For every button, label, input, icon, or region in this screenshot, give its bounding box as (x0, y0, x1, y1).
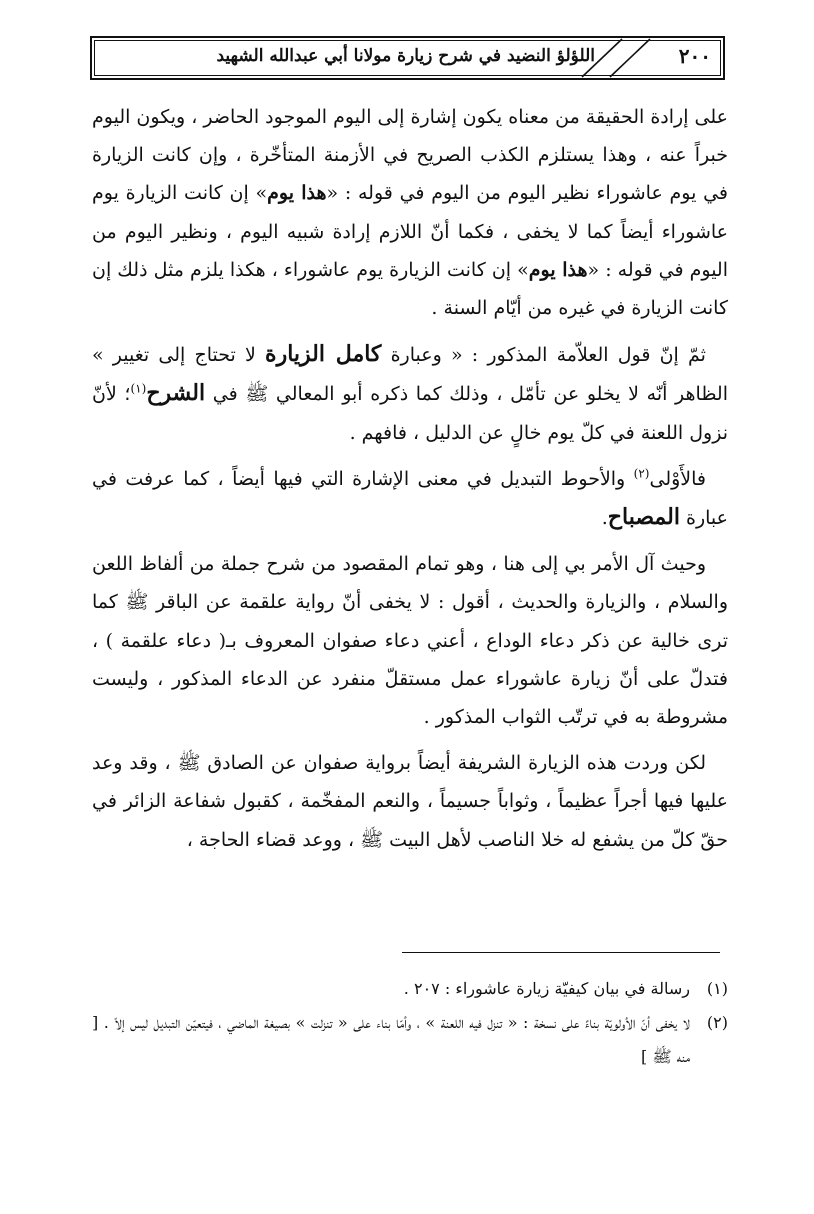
paragraph-5 (92, 744, 728, 859)
running-header (90, 36, 725, 80)
p2-text-2: لا تحتاج إلى تغيير » الظاهر أنّه لا يخلو عن تأمّل ، وذلك كما ذكره أبو المعالي ﷺ في (92, 344, 729, 406)
footnote-ref-2: (٢) (633, 466, 650, 481)
p1-text-1: على إرادة الحقيقة من معناه يكون إشارة إلى اليوم الموجود الحاضر ، ويكون اليوم خبراً عنه ، وهذا يستلزم الكذب الصريح في الأزمنة المتأخّرة ، وإن كانت الزيارة في يوم عاشوراء نظير اليوم من اليوم في قوله : « (92, 106, 728, 205)
paragraph-3 (92, 460, 728, 537)
footnote-2-text: لا يخفى أنّ الأولويّة بناءً على نسخة : « تنزل فيه اللعنة » ، وأمّا بناء على « تنزلت » بصيغة الماضي ، فيتعيّن التبديل ليس إلاّ . [ منه ﷺ ] (92, 1013, 690, 1066)
paragraph-4 (92, 545, 728, 736)
footnote-2-number: (٢) (706, 1013, 728, 1032)
footnote-ref-1: (١) (130, 382, 147, 397)
running-title: اللؤلؤ النضيد في شرح زيارة مولانا أبي عبدالله الشهيد (216, 46, 595, 66)
p3-text-2: والأحوط التبديل في معنى الإشارة التي فيها أيضاً ، كما عرفت في عبارة (92, 467, 728, 530)
footnote-1-text: رسالة في بيان كيفيّة زيارة عاشوراء : ٢٠٧ . (403, 979, 690, 998)
p1-bold-2: هذا يوم (528, 258, 588, 281)
p3-text-1: فالأَوْلى (649, 467, 706, 490)
p1-text-2: » إن كانت الزيارة يوم عاشوراء أيضاً كما لا يخفى ، فكما أنّ اللازم إرادة شبيه اليوم ، ونظير اليوم من اليوم في قوله : « (92, 182, 728, 281)
p2-text-3: ؛ لأنّ نزول اللعنة في كلّ يوم خالٍ عن الدليل ، فافهم . (92, 383, 728, 444)
paragraph-1 (92, 98, 728, 327)
footnote-separator (402, 952, 720, 953)
p2-bold-1: كامل الزيارة (265, 341, 382, 368)
p3-bold-1: المصباح (607, 504, 680, 531)
main-text (92, 98, 728, 867)
p1-bold-1: هذا يوم (267, 182, 327, 205)
footnote-1-number: (١) (706, 979, 728, 998)
paragraph-2 (92, 335, 728, 452)
page-number: ٢٠٠ (678, 44, 711, 68)
p1-text-3: » إن كانت الزيارة يوم عاشوراء ، هكذا يلزم مثل ذلك إن كانت الزيارة في غيره من أيّام السنة . (92, 258, 728, 320)
footnotes (92, 972, 728, 1074)
p4-text-1: وحيث آل الأمر بي إلى هنا ، وهو تمام المقصود من شرح جملة من ألفاظ اللعن والسلام ، والزيارة والحديث ، أقول : لا يخفى أنّ رواية علقمة عن الباقر ﷺ كما ترى خالية عن ذكر دعاء الوداع ، أعني دعاء صفوان المعروف بـ( دعاء علقمة ) ، فتدلّ على أنّ زيارة عاشوراء عمل مستقلّ منفرد عن الدعاء المذكور ، وليست مشروطة به في ترتّب الثواب المذكور . (92, 553, 728, 729)
footnote-1 (92, 972, 728, 1006)
p3-text-3: . (601, 507, 608, 530)
p2-text-1: ثمّ إنّ قول العلاّمة المذكور : « وعبارة (390, 344, 706, 367)
p5-text-1: لكن وردت هذه الزيارة الشريفة أيضاً برواية صفوان عن الصادق ﷺ ، وقد وعد عليها فيها أجراً عظيماً ، وثواباً جسيماً ، والنعم المفخّمة ، كقبول شفاعة الزائر في حقّ كلّ من يشفع له خلا الناصب لأهل البيت ﷺ ، ووعد قضاء الحاجة ، (92, 752, 728, 851)
p2-bold-2: الشرح (146, 380, 206, 407)
footnote-2 (92, 1006, 728, 1074)
